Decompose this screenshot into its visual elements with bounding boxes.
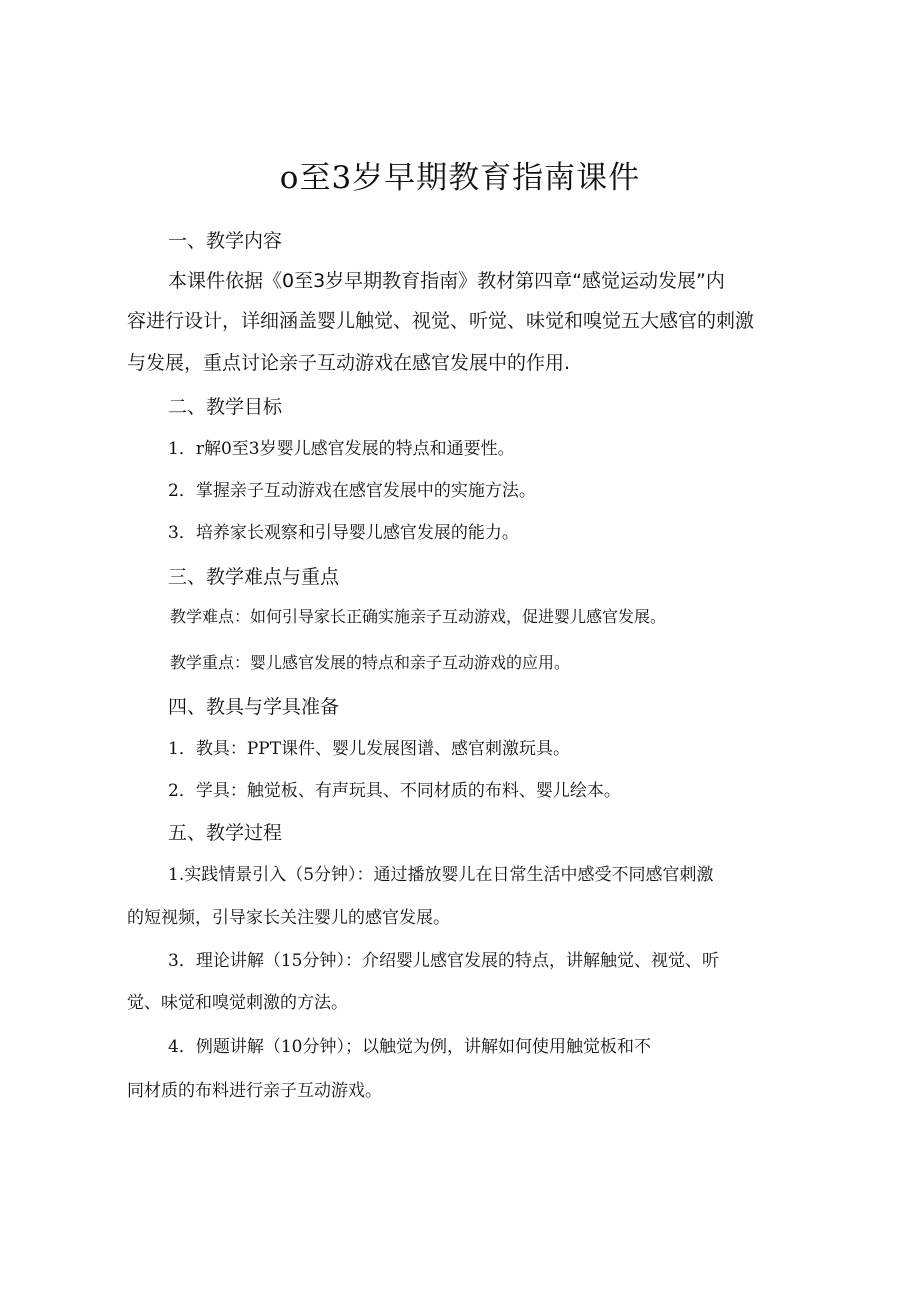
materials-item: 1．教具：PPT课件、婴儿发展图谱、感官刺激玩具。: [168, 739, 571, 759]
emphasis-item: 教学重点：婴儿感官发展的特点和亲子互动游戏的应用。: [170, 653, 571, 672]
content-paragraph-line: 本课件依据《0至3岁早期教育指南》教材第四章“感觉运动发展”内: [168, 270, 725, 292]
section-heading-process: 五、教学过程: [168, 822, 283, 844]
section-heading-materials: 四、教具与学具准备: [168, 696, 340, 718]
content-paragraph-line: 容进行设计，详细涵盖婴儿触觉、视觉、听觉、味觉和嗅觉五大感官的刺激: [127, 310, 755, 332]
process-line: 3．理论讲解（15分钟）：介绍婴儿感官发展的特点，讲解触觉、视觉、听: [168, 951, 719, 971]
content-paragraph-line: 与发展，重点讨论亲子互动游戏在感官发展中的作用.: [127, 352, 571, 374]
process-line: 1.实践情景引入（5分钟）：通过播放婴儿在日常生活中感受不同感官刺激: [168, 865, 714, 885]
process-line: 的短视频，引导家长关注婴儿的感官发展。: [127, 908, 450, 928]
process-line: 觉、味觉和嗅觉刺激的方法。: [127, 993, 348, 1013]
goal-item: 3．培养家长观察和引导婴儿感官发展的能力。: [168, 523, 519, 543]
process-line: 4．例题讲解（10分钟）；以触觉为例，讲解如何使用触觉板和不: [168, 1037, 651, 1057]
document-title: o至3岁早期教育指南课件: [279, 160, 641, 196]
difficulty-item: 教学难点：如何引导家长正确实施亲子互动游戏，促进婴儿感官发展。: [170, 607, 667, 626]
process-line: 同材质的布料进行亲子互动游戏。: [127, 1081, 382, 1101]
goal-item: 2．掌握亲子互动游戏在感官发展中的实施方法。: [168, 481, 536, 501]
goal-item: 1．r解0至3岁婴儿感官发展的特点和通要性。: [168, 439, 515, 459]
section-heading-difficulty: 三、教学难点与重点: [168, 566, 340, 588]
section-heading-content: 一、教学内容: [168, 230, 283, 252]
section-heading-goals: 二、教学目标: [168, 396, 283, 418]
materials-item: 2．学具：触觉板、有声玩具、不同材质的布料、婴儿绘本。: [168, 781, 621, 801]
